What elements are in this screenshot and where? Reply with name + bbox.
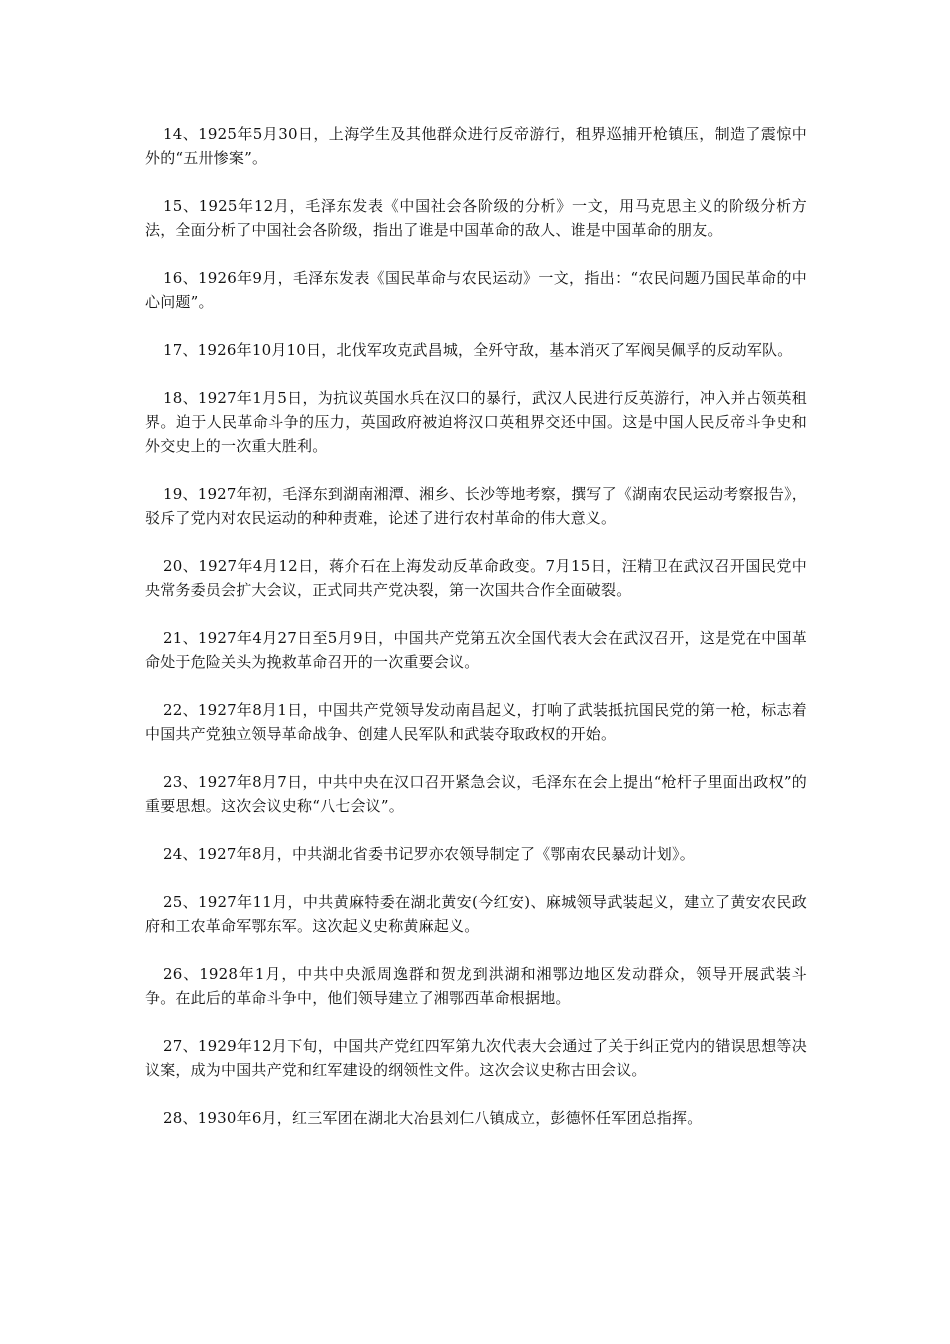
entry-20: 20、1927年4月12日，蒋介石在上海发动反革命政变。7月15日，汪精卫在武汉召开国民党中央常务委员会扩大会议，正式同共产党决裂，第一次国共合作全面破裂。 <box>145 557 807 599</box>
entry-15: 15、1925年12月，毛泽东发表《中国社会各阶级的分析》一文，用马克思主义的阶级分析方法，全面分析了中国社会各阶级，指出了谁是中国革命的敌人、谁是中国革命的朋友。 <box>145 197 807 239</box>
entry-18: 18、1927年1月5日，为抗议英国水兵在汉口的暴行，武汉人民进行反英游行，冲入并占领英租界。迫于人民革命斗争的压力，英国政府被迫将汉口英租界交还中国。这是中国人民反帝斗争史和外交史上的一次重大胜利。 <box>145 389 807 455</box>
entry-19: 19、1927年初，毛泽东到湖南湘潭、湘乡、长沙等地考察，撰写了《湖南农民运动考察报告》，驳斥了党内对农民运动的种种责难，论述了进行农村革命的伟大意义。 <box>145 485 807 527</box>
entry-17: 17、1926年10月10日，北伐军攻克武昌城，全歼守敌，基本消灭了军阀吴佩孚的反动军队。 <box>163 341 793 359</box>
entry-25: 25、1927年11月，中共黄麻特委在湖北黄安(今红安)、麻城领导武装起义，建立了黄安农民政府和工农革命军鄂东军。这次起义史称黄麻起义。 <box>145 893 807 935</box>
entry-16: 16、1926年9月，毛泽东发表《国民革命与农民运动》一文，指出：“农民问题乃国民革命的中心问题”。 <box>145 269 807 311</box>
entry-23: 23、1927年8月7日，中共中央在汉口召开紧急会议，毛泽东在会上提出“枪杆子里面出政权”的重要思想。这次会议史称“八七会议”。 <box>145 773 807 815</box>
entry-21: 21、1927年4月27日至5月9日，中国共产党第五次全国代表大会在武汉召开，这是党在中国革命处于危险关头为挽救革命召开的一次重要会议。 <box>145 629 807 671</box>
entry-22: 22、1927年8月1日，中国共产党领导发动南昌起义，打响了武装抵抗国民党的第一枪，标志着中国共产党独立领导革命战争、创建人民军队和武装夺取政权的开始。 <box>145 701 807 743</box>
entry-27: 27、1929年12月下旬，中国共产党红四军第九次代表大会通过了关于纠正党内的错误思想等决议案，成为中国共产党和红军建设的纲领性文件。这次会议史称古田会议。 <box>145 1037 807 1079</box>
entry-24: 24、1927年8月，中共湖北省委书记罗亦农领导制定了《鄂南农民暴动计划》。 <box>163 845 695 863</box>
entry-26: 26、1928年1月，中共中央派周逸群和贺龙到洪湖和湘鄂边地区发动群众，领导开展武装斗争。在此后的革命斗争中，他们领导建立了湘鄂西革命根据地。 <box>145 965 807 1007</box>
entry-14: 14、1925年5月30日，上海学生及其他群众进行反帝游行，租界巡捕开枪镇压，制造了震惊中外的“五卅惨案”。 <box>145 125 807 167</box>
entry-28: 28、1930年6月，红三军团在湖北大冶县刘仁八镇成立，彭德怀任军团总指挥。 <box>163 1109 703 1127</box>
document-body <box>145 122 807 1154</box>
